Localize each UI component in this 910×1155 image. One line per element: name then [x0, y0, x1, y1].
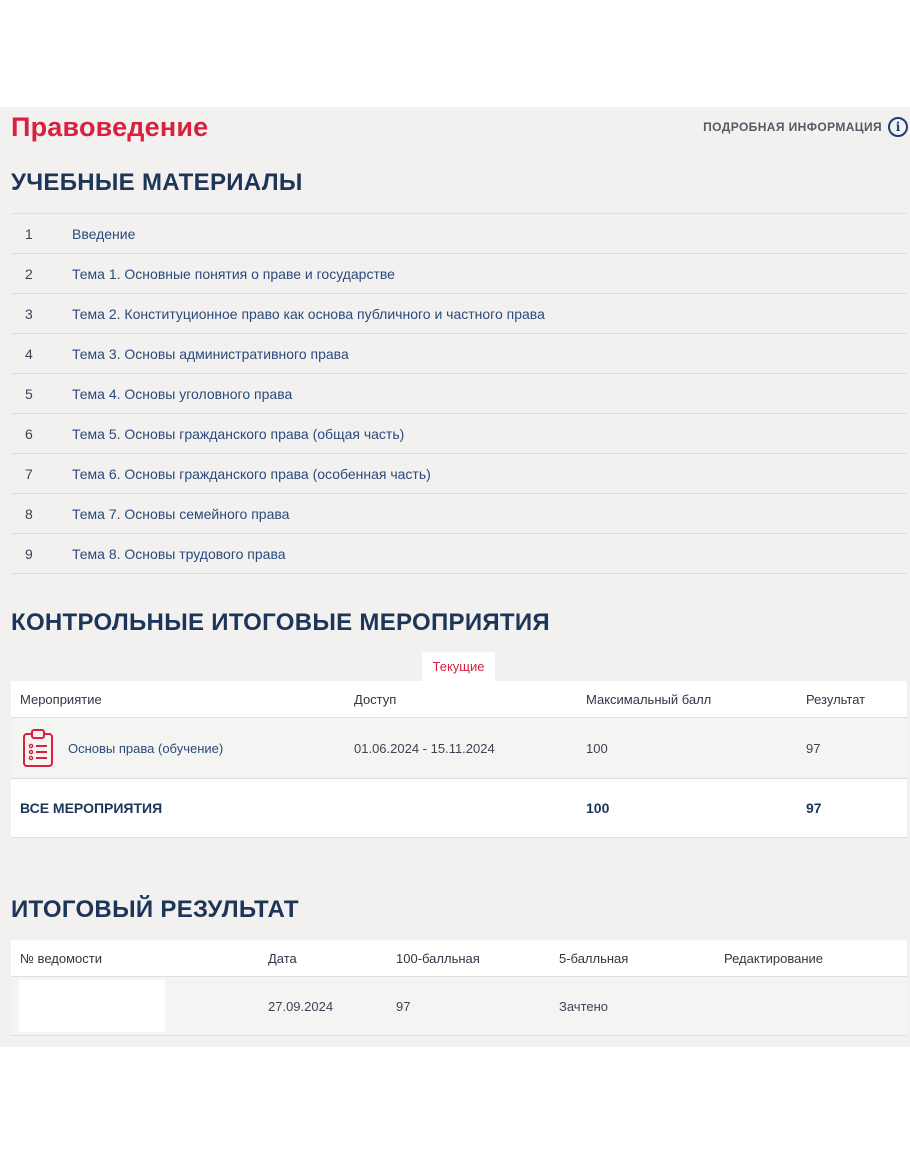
final-date: 27.09.2024 [268, 998, 334, 1014]
material-number: 1 [25, 225, 33, 242]
final-results-table [11, 940, 907, 1036]
table-header [11, 940, 907, 977]
material-link[interactable]: Тема 8. Основы трудового права [72, 545, 286, 562]
course-panel [0, 107, 910, 1047]
event-max-score: 100 [586, 740, 608, 756]
events-total-row [11, 779, 907, 838]
material-number: 6 [25, 425, 33, 442]
column-header-editing: Редактирование [724, 950, 824, 966]
material-number: 9 [25, 545, 33, 562]
list-item [11, 494, 907, 534]
final-section-title: ИТОГОВЫЙ РЕЗУЛЬТАТ [11, 896, 299, 923]
event-access: 01.06.2024 - 15.11.2024 [354, 740, 495, 756]
list-item [11, 534, 907, 574]
event-result: 97 [806, 740, 821, 756]
material-link[interactable]: Тема 6. Основы гражданского права (особенная часть) [72, 465, 431, 482]
material-link[interactable]: Тема 4. Основы уголовного права [72, 385, 293, 402]
list-item [11, 254, 907, 294]
material-link[interactable]: Тема 3. Основы административного права [72, 345, 349, 362]
column-header-event: Мероприятие [20, 691, 102, 707]
material-link[interactable]: Тема 7. Основы семейного права [72, 505, 290, 522]
material-link[interactable]: Тема 1. Основные понятия о праве и государстве [72, 265, 395, 282]
material-number: 5 [25, 385, 33, 402]
material-number: 7 [25, 465, 33, 482]
material-number: 2 [25, 265, 33, 282]
tab-current[interactable]: Текущие [422, 652, 495, 681]
column-header-result: Результат [806, 691, 866, 707]
material-number: 4 [25, 345, 33, 362]
course-title: Правоведение [11, 112, 209, 142]
table-row [11, 718, 907, 779]
events-section-title: КОНТРОЛЬНЫЕ ИТОГОВЫЕ МЕРОПРИЯТИЯ [11, 609, 550, 636]
list-item [11, 454, 907, 494]
materials-list [11, 213, 907, 574]
materials-section-title: УЧЕБНЫЕ МАТЕРИАЛЫ [11, 169, 303, 196]
final-score-100: 97 [396, 998, 411, 1014]
list-item [11, 374, 907, 414]
column-header-score-5: 5-балльная [559, 950, 629, 966]
redacted-block [19, 980, 165, 1032]
list-item [11, 214, 907, 254]
list-item [11, 414, 907, 454]
column-header-date: Дата [268, 950, 297, 966]
sheet-number-cell [11, 980, 259, 1032]
list-item [11, 294, 907, 334]
material-link[interactable]: Тема 2. Конституционное право как основа публичного и частного права [72, 305, 545, 322]
material-link[interactable]: Тема 5. Основы гражданского права (общая часть) [72, 425, 405, 442]
clipboard-list-icon [20, 728, 56, 768]
material-number: 8 [25, 505, 33, 522]
details-link[interactable] [703, 117, 908, 137]
events-total-label: ВСЕ МЕРОПРИЯТИЯ [20, 800, 163, 816]
events-table [11, 681, 907, 838]
table-row [11, 977, 907, 1036]
column-header-access: Доступ [354, 691, 397, 707]
final-score-5: Зачтено [559, 998, 609, 1014]
events-total-max: 100 [586, 800, 610, 816]
column-header-sheet-number: № ведомости [20, 950, 102, 966]
column-header-max-score: Максимальный балл [586, 691, 712, 707]
table-header [11, 681, 907, 718]
material-number: 3 [25, 305, 33, 322]
material-link[interactable]: Введение [72, 225, 136, 242]
list-item [11, 334, 907, 374]
event-cell [11, 728, 345, 768]
details-link-label: ПОДРОБНАЯ ИНФОРМАЦИЯ [703, 120, 882, 134]
column-header-score-100: 100-балльная [396, 950, 480, 966]
events-total-result: 97 [806, 800, 822, 816]
info-circle-icon: i [888, 117, 908, 137]
event-link[interactable]: Основы права (обучение) [68, 740, 224, 756]
